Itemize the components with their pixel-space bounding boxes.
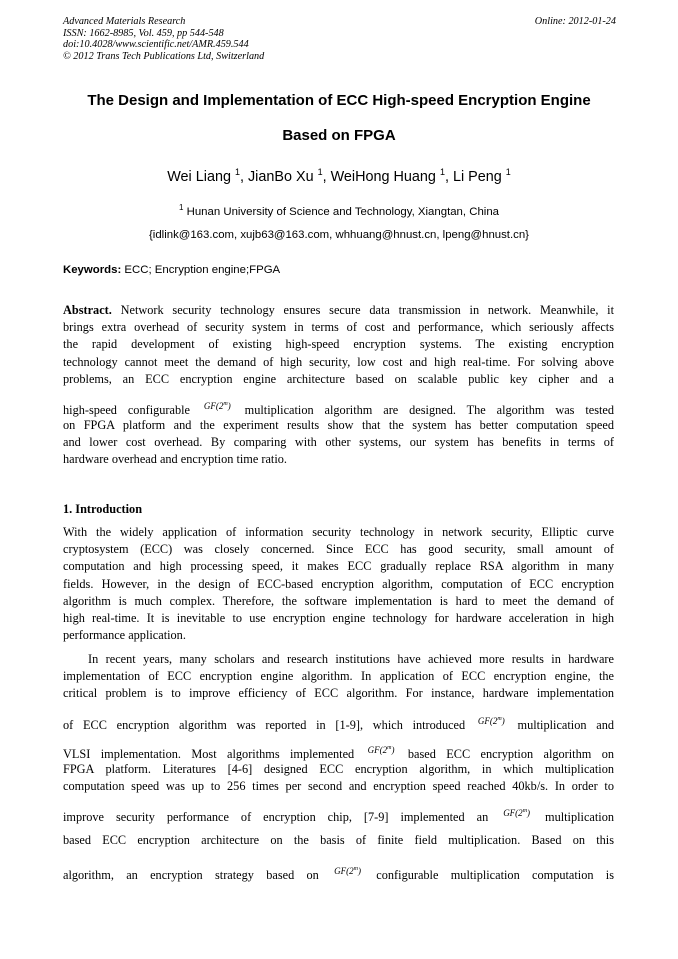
intro-line: fields. However, in the design of ECC-based encryption algorithm, computation of ECC encryption	[63, 576, 614, 591]
abstract	[63, 302, 614, 469]
doi-line: doi:10.4028/www.scientific.net/AMR.459.544	[63, 39, 249, 51]
intro-line: With the widely application of information security technology in network security, Elliptic curve	[63, 525, 614, 539]
abstract-line: high-speed configurable GF(2$^m$) multiplication algorithm are designed. The algorithm was tested	[63, 388, 614, 417]
introduction-paragraph-2	[63, 651, 614, 882]
abstract-line: brings extra overhead of security system in terms of cost and performance, which seriously affects	[63, 320, 614, 335]
online-date: Online: 2012-01-24	[534, 16, 616, 27]
affiliation-mark: 1	[505, 167, 511, 177]
author-emails: {idlink@163.com, xujb63@163.com, whhuang@hnust.cn, lpeng@hnust.cn}	[149, 229, 529, 241]
intro-line: cryptosystem (ECC) was closely concerned. Since ECC has good security, small amount of	[63, 542, 614, 557]
abstract-line: problems, an ECC encryption engine architecture based on scalable public key cipher and a	[63, 371, 614, 386]
gf-formula: GF(2$^m$)	[477, 715, 505, 726]
author-list: Wei Liang $^1$, JianBo Xu $^1$, WeiHong Huang $^1$, Li Peng $^1$	[167, 167, 511, 185]
intro-line: performance application.	[63, 628, 186, 643]
abstract-label: Abstract.	[63, 303, 112, 317]
section-heading: 1. Introduction	[63, 502, 143, 516]
affiliation-mark: 1	[178, 203, 184, 212]
keywords	[63, 264, 616, 276]
gf-formula: GF(2$^m$)	[367, 744, 395, 755]
affiliation-mark: 1	[234, 167, 240, 177]
intro-line: computation and high processing speed, it makes ECC gradually replace RSA algorithm in many	[63, 559, 614, 574]
author-name: WeiHong Huang	[330, 168, 436, 185]
issn-line: ISSN: 1662-8985, Vol. 459, pp 544-548	[63, 27, 224, 39]
abstract-line: hardware overhead and encryption time ratio.	[63, 452, 287, 467]
affiliation	[40, 203, 638, 218]
journal-name: Advanced Materials Research	[63, 16, 186, 27]
author-name: JianBo Xu	[247, 168, 314, 185]
abstract-line: Abstract. Network security technology ensures secure data transmission in network. Meanwhile, it	[63, 303, 614, 317]
affiliation-mark: 1	[439, 167, 445, 177]
gf-formula: GF(2$^m$)	[334, 865, 361, 876]
author-name: Li Peng	[452, 168, 502, 185]
intro-line: FPGA platform. Literatures [4-6] designed ECC encryption algorithm, in which multiplication	[63, 761, 614, 776]
intro-line: based ECC encryption architecture on the basis of finite field multiplication. Based on this	[63, 832, 614, 847]
intro-line: improve security performance of encryption chip, [7-9] implemented an GF(2$^m$) multiplication	[63, 795, 614, 824]
abstract-line: the rapid development of existing high-speed encryption systems. The existing encryption	[63, 337, 614, 352]
affiliation-mark: 1	[317, 167, 323, 177]
gf-formula: GF(2$^m$)	[203, 400, 231, 411]
abstract-line: technology cannot meet the demand of high security, low cost and high real-time. For solving above	[63, 354, 614, 369]
journal-header	[63, 16, 616, 62]
intro-line: implementation of ECC encryption engine algorithm. In application of ECC encryption engine, the	[63, 669, 614, 684]
gf-formula: GF(2$^m$)	[503, 807, 531, 818]
intro-line: critical problem is to improve efficiency of ECC algorithm. For instance, hardware implementation	[63, 686, 614, 701]
author-name: Wei Liang	[167, 168, 231, 185]
abstract-line: on FPGA platform and the experiment results show that the system has better computation speed	[63, 417, 614, 432]
abstract-line: and lower cost overhead. By comparing with other systems, our system has benefits in terms of	[63, 435, 614, 450]
intro-line: of ECC encryption algorithm was reported in [1-9], which introduced GF(2$^m$) multiplication and	[63, 703, 614, 732]
intro-line: VLSI implementation. Most algorithms implemented GF(2$^m$) based ECC encryption algorithm on	[63, 732, 614, 761]
keywords-label: Keywords:	[63, 264, 122, 276]
intro-line: algorithm, an encryption strategy based on GF(2$^m$) configurable multiplication computation is	[63, 853, 614, 882]
intro-line: computation speed was up to 256 times per second and encryption speed reached 40kb/s. In order to	[63, 778, 614, 793]
affiliation-text: Hunan University of Science and Technology, Xiangtan, China	[186, 205, 499, 218]
keywords-text: ECC; Encryption engine;FPGA	[124, 264, 281, 276]
copyright-line: © 2012 Trans Tech Publications Ltd, Switzerland	[63, 50, 265, 62]
intro-line: high real-time. It is inevitable to use encryption engine technology for hardware acceleration in high	[63, 610, 614, 625]
intro-line: In recent years, many scholars and research institutions have achieved more results in hardware	[88, 652, 614, 666]
paper-title-line-2: Based on FPGA	[282, 127, 396, 144]
introduction-paragraph-1	[63, 524, 614, 644]
paper-title-line-1: The Design and Implementation of ECC High-speed Encryption Engine	[87, 92, 591, 109]
intro-line: algorithm is much complex. Therefore, the software implementation is hard to meet the demand of	[63, 593, 614, 608]
